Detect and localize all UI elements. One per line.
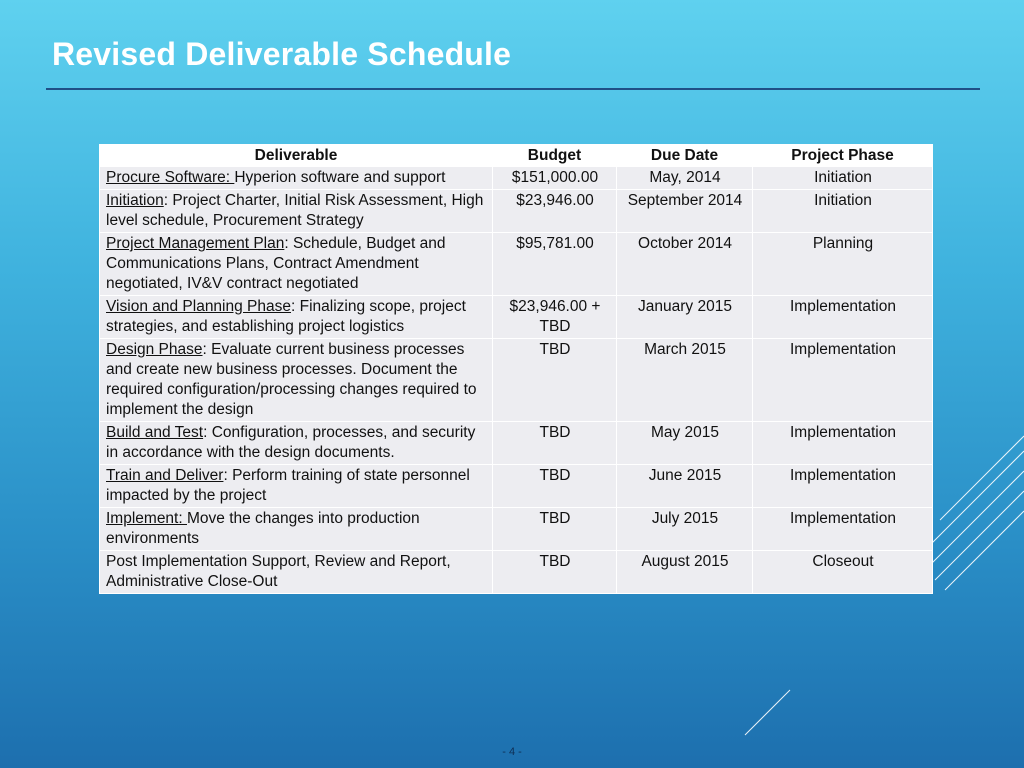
table-row <box>100 339 933 422</box>
due-date-cell: August 2015 <box>617 551 753 594</box>
due-date-cell: October 2014 <box>617 233 753 296</box>
deliverable-description: Post Implementation Support, Review and Report, Administrative Close-Out <box>106 553 451 590</box>
header-budget: Budget <box>493 145 617 167</box>
deliverable-table-container <box>99 144 932 594</box>
due-date-cell: June 2015 <box>617 465 753 508</box>
due-date-cell: July 2015 <box>617 508 753 551</box>
table-row <box>100 551 933 594</box>
deliverable-cell <box>100 465 493 508</box>
due-date-cell: September 2014 <box>617 190 753 233</box>
deliverable-label: Vision and Planning Phase <box>106 298 291 315</box>
budget-cell: TBD <box>493 422 617 465</box>
due-date-cell: May, 2014 <box>617 167 753 190</box>
table-row <box>100 508 933 551</box>
phase-cell: Implementation <box>753 422 933 465</box>
due-date-cell: May 2015 <box>617 422 753 465</box>
deliverable-label: Train and Deliver <box>106 467 224 484</box>
table-row <box>100 167 933 190</box>
deliverable-schedule-table <box>99 144 933 594</box>
deliverable-cell <box>100 167 493 190</box>
table-row <box>100 422 933 465</box>
budget-cell: $151,000.00 <box>493 167 617 190</box>
budget-cell: $23,946.00 <box>493 190 617 233</box>
due-date-cell: January 2015 <box>617 296 753 339</box>
budget-cell: $95,781.00 <box>493 233 617 296</box>
deliverable-label: Design Phase <box>106 341 203 358</box>
table-row <box>100 233 933 296</box>
deliverable-cell <box>100 296 493 339</box>
phase-cell: Initiation <box>753 167 933 190</box>
deliverable-cell <box>100 422 493 465</box>
header-deliverable: Deliverable <box>100 145 493 167</box>
deliverable-label: Project Management Plan <box>106 235 285 252</box>
deliverable-description: Hyperion software and support <box>234 169 446 186</box>
table-row <box>100 296 933 339</box>
deliverable-description: : Configuration, processes, and security in accordance with the design documents. <box>106 424 476 461</box>
header-due-date: Due Date <box>617 145 753 167</box>
table-header-row <box>100 145 933 167</box>
phase-cell: Implementation <box>753 508 933 551</box>
deliverable-cell <box>100 508 493 551</box>
budget-cell: TBD <box>493 465 617 508</box>
phase-cell: Closeout <box>753 551 933 594</box>
deliverable-description: : Project Charter, Initial Risk Assessment, High level schedule, Procurement Strategy <box>106 192 484 229</box>
deliverable-description: : Schedule, Budget and Communications Plans, Contract Amendment negotiated, IV&V contract negotiated <box>106 235 446 292</box>
budget-cell: TBD <box>493 551 617 594</box>
deliverable-description: : Perform training of state personnel impacted by the project <box>106 467 470 504</box>
phase-cell: Implementation <box>753 465 933 508</box>
deliverable-label: Initiation <box>106 192 164 209</box>
deliverable-label: Implement: <box>106 510 187 527</box>
header-project-phase: Project Phase <box>753 145 933 167</box>
table-row <box>100 465 933 508</box>
table-row <box>100 190 933 233</box>
deliverable-cell <box>100 339 493 422</box>
deliverable-cell <box>100 551 493 594</box>
deliverable-cell <box>100 233 493 296</box>
deliverable-description: : Finalizing scope, project strategies, and establishing project logistics <box>106 298 466 335</box>
deliverable-label: Procure Software: <box>106 169 235 186</box>
page-number: - 4 - <box>502 746 522 758</box>
due-date-cell: March 2015 <box>617 339 753 422</box>
budget-cell: $23,946.00 + TBD <box>493 296 617 339</box>
phase-cell: Implementation <box>753 339 933 422</box>
slide-title: Revised Deliverable Schedule <box>52 36 512 72</box>
title-underline <box>46 88 980 90</box>
deliverable-description: : Evaluate current business processes and create new business processes. Document the required configuration/processing changes required to implement the design <box>106 341 477 418</box>
phase-cell: Initiation <box>753 190 933 233</box>
budget-cell: TBD <box>493 508 617 551</box>
budget-cell: TBD <box>493 339 617 422</box>
deliverable-label: Build and Test <box>106 424 204 441</box>
phase-cell: Implementation <box>753 296 933 339</box>
deliverable-description: Move the changes into production environments <box>106 510 420 547</box>
deliverable-cell <box>100 190 493 233</box>
phase-cell: Planning <box>753 233 933 296</box>
